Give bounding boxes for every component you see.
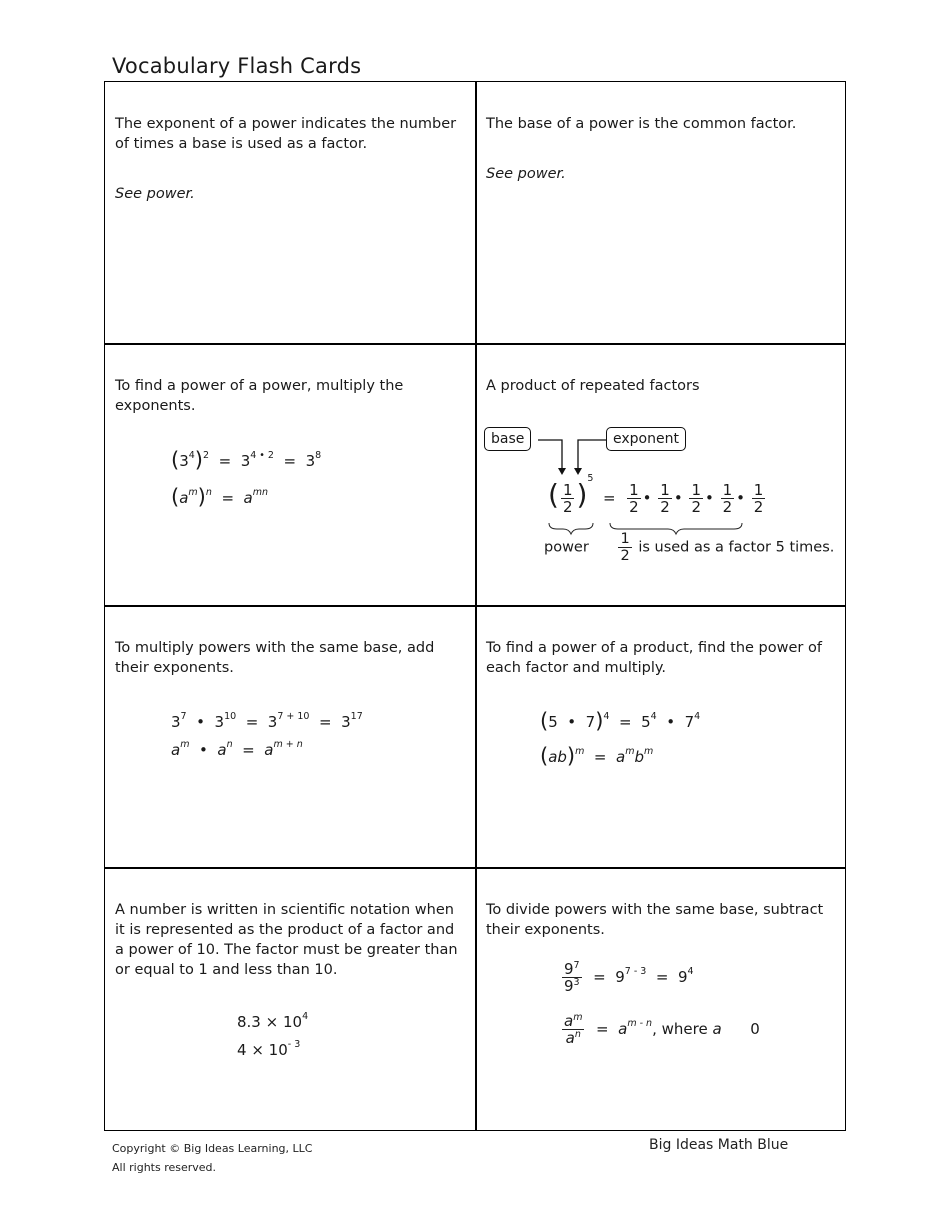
card-scientific-notation — [105, 868, 475, 1130]
example-numeric: $(3^4)^2 = 3^{4 • 2} = 3^8$ — [171, 448, 322, 472]
example-algebraic: $(a^m)^n = a^{mn}$ — [171, 485, 269, 509]
power-caption — [544, 531, 834, 564]
fraction-one-half: $\frac{1}{2}$ — [722, 481, 733, 516]
factor-caption: is used as a factor 5 times. — [638, 539, 835, 556]
example-numeric: $\frac{9^7}{9^3}$ = $9^{7 - 3} = 9^4$ — [564, 960, 694, 995]
card-see-also: See power. — [115, 186, 195, 202]
rights-text: All rights reserved. — [112, 1161, 217, 1174]
card-text: A product of repeated factors — [486, 378, 700, 394]
power-expression: ( $\frac{1}{2}$ )$^5$ = $\frac{1}{2}$ • $\frac{1}{2}$ • $\frac{1}{2}$ • $\frac{1}{2}$ • $\frac{1}{2}$ — [548, 473, 764, 516]
example-2: $4 \times 10^{- 3}$ — [237, 1039, 301, 1059]
card-text: To find a power of a power, multiply the exponents. — [115, 378, 404, 414]
example-algebraic: $\frac{a^m}{a^n}$ = $a^{m - n}$, where a 0 — [564, 1012, 760, 1047]
fraction-one-half: $\frac{1}{2}$ — [629, 481, 639, 516]
fraction-one-half: $\frac{1}{2}$ — [660, 481, 670, 516]
fraction-one-half: $\frac{1}{2}$ — [620, 531, 630, 564]
card-power-of-a-power — [105, 344, 475, 606]
card-see-also: See power. — [486, 166, 566, 182]
card-quotient-of-powers — [476, 868, 846, 1130]
exponent-label: exponent — [606, 427, 686, 451]
card-base — [476, 82, 846, 344]
card-text: The base of a power is the common factor. — [486, 116, 797, 132]
fraction-one-half: $\frac{1}{2}$ — [691, 481, 701, 516]
base-label: base — [484, 427, 531, 451]
example-numeric: (5 • $7)^4 = 5^4$ • $7^4$ — [540, 709, 701, 733]
fraction: $\frac{9^7}{9^3}$ — [564, 960, 580, 995]
card-power-of-a-product — [476, 606, 846, 868]
card-text: To divide powers with the same base, subtract their exponents. — [486, 902, 824, 938]
fraction-one-half: $\frac{1}{2}$ — [753, 481, 764, 516]
example-algebraic: $(ab)^m = a^mb^m$ — [540, 744, 654, 768]
card-text: To multiply powers with the same base, add their exponents. — [115, 640, 435, 676]
card-text: A number is written in scientific notation when it is represented as the product of a factor and a power of 10. The factor must be greater than or equal to 1 and less than 10. — [115, 902, 458, 978]
example-numeric: $3^7$ • $3^{10} = 3^{7 + 10} = 3^{17}$ — [171, 711, 363, 731]
fraction-one-half: $\frac{1}{2}$ — [562, 481, 573, 516]
copyright-text: Copyright © Big Ideas Learning, LLC — [112, 1142, 313, 1155]
card-text: The exponent of a power indicates the number of times a base is used as a factor. — [115, 116, 457, 152]
power-word: power — [544, 539, 589, 556]
callout-arrows — [476, 344, 846, 606]
card-product-of-powers — [105, 606, 475, 868]
footer-book-title: Big Ideas Math Blue — [649, 1137, 789, 1153]
card-exponent — [105, 82, 475, 344]
footer-copyright — [112, 1139, 312, 1177]
fraction: $\frac{a^m}{a^n}$ — [564, 1012, 583, 1047]
card-power — [476, 344, 846, 606]
card-text: To find a power of a product, find the power of each factor and multiply. — [486, 640, 822, 676]
example-1: $8.3 \times 10^4$ — [237, 1011, 309, 1031]
example-algebraic: $a^m$ • $a^n = a^{m + n}$ — [171, 739, 303, 759]
flash-card-grid — [104, 81, 846, 1131]
page-title: Vocabulary Flash Cards — [112, 54, 362, 78]
